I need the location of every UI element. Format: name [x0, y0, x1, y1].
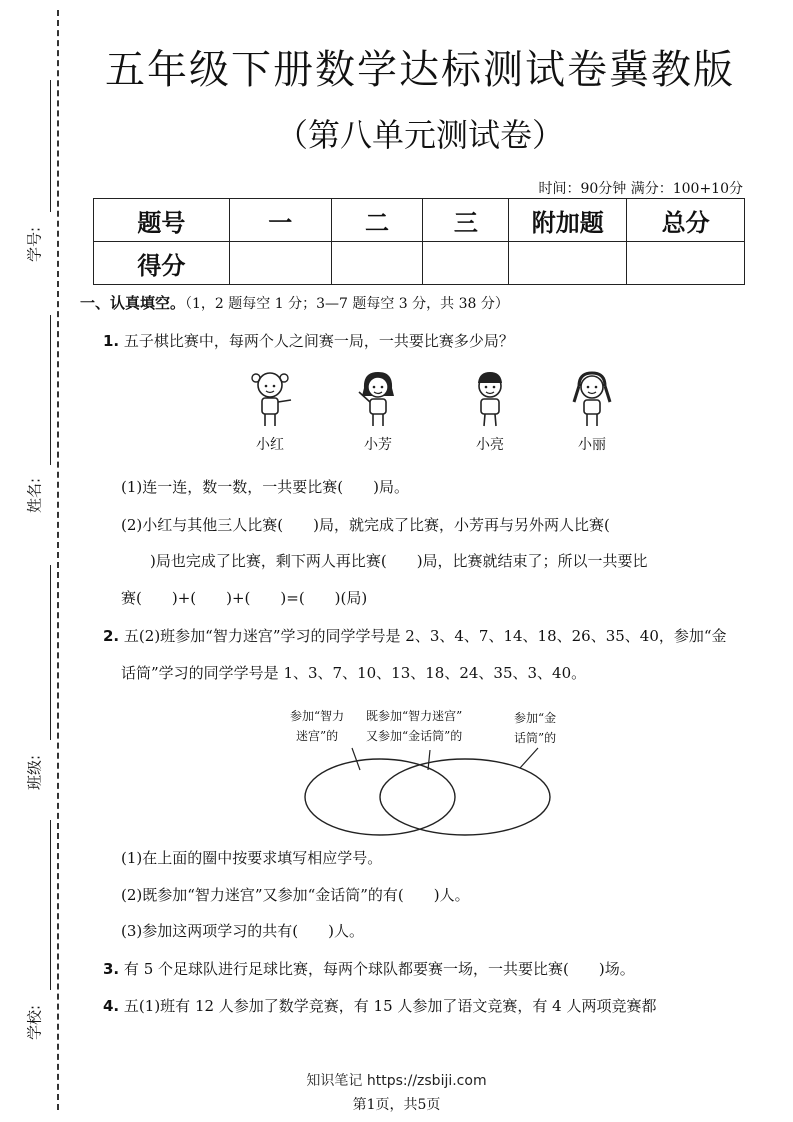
venn-pointer-left: [352, 748, 360, 770]
q2-sub3: (3)参加这两项学习的共有( )人。: [121, 922, 364, 940]
q4-number: 4.: [103, 997, 120, 1015]
page-subtitle: （第八单元测试卷）: [275, 116, 564, 154]
score-cell: 一: [229, 199, 331, 242]
footer-site: 知识笔记 https://zsbiji.com: [306, 1073, 487, 1089]
q1-text: [103, 330, 514, 351]
venn-label-left-line1: 参加“智力: [290, 709, 345, 723]
score-input-cell[interactable]: [509, 242, 627, 285]
venn-label-left-line2: 迷宫”的: [296, 729, 339, 743]
kid-xiaoliang: [460, 368, 520, 454]
q1-sub2-line1: (2)小红与其他三人比赛( )局，就完成了比赛，小芳再与另外两人比赛(: [121, 516, 610, 534]
q2-question-line1: 五(2)班参加“智力迷宫”学习的同学学号是 2、3、4、7、14、18、26、35、40，参加“金: [123, 627, 727, 645]
kids-illustration: [240, 368, 640, 458]
class-line: [50, 565, 51, 740]
score-input-cell[interactable]: [331, 242, 423, 285]
score-cell: 得分: [94, 242, 230, 285]
kid-xiaoli: [562, 368, 622, 454]
kid-name: 小红: [256, 437, 284, 453]
score-table-header-row: [94, 199, 745, 242]
venn-pointer-middle: [428, 750, 430, 770]
kid-name: 小芳: [364, 437, 392, 453]
venn-circle-right[interactable]: [380, 759, 550, 835]
section-1-title: 一、认真填空。: [80, 294, 186, 312]
q3-number: 3.: [103, 960, 120, 978]
footer-page-number: 第1页，共5页: [352, 1097, 441, 1113]
kid-name: 小亮: [476, 437, 504, 453]
q4-question: 五(1)班有 12 人参加了数学竞赛，有 15 人参加了语文竞赛，有 4 人两项竞赛都: [123, 997, 657, 1015]
q2-sub1: (1)在上面的圈中按要求填写相应学号。: [121, 849, 383, 867]
q2-sub2: (2)既参加“智力迷宫”又参加“金话筒”的有( )人。: [121, 886, 470, 904]
score-cell: 总分: [627, 199, 745, 242]
score-table-score-row: [94, 242, 745, 285]
time-info: 时间：90分钟 满分：100+10分: [538, 181, 743, 197]
venn-label-middle-line1: 既参加“智力迷宫”: [366, 709, 463, 723]
score-input-cell[interactable]: [627, 242, 745, 285]
venn-pointer-right: [520, 748, 538, 768]
q1-sub1: (1)连一连，数一数，一共要比赛( )局。: [121, 478, 409, 496]
score-cell: 附加题: [509, 199, 627, 242]
q4-text: [103, 995, 657, 1016]
venn-diagram: [290, 740, 570, 840]
section-1-heading: [80, 292, 509, 313]
score-table: [93, 198, 745, 285]
venn-label-right-line1: 参加“金: [514, 711, 557, 725]
school-label: 学校:: [25, 1004, 44, 1041]
girl-icon: [567, 368, 617, 428]
binding-dashed-line: [57, 10, 59, 1110]
score-input-cell[interactable]: [229, 242, 331, 285]
name-line: [50, 315, 51, 465]
boy-icon: [465, 368, 515, 428]
venn-label-middle-line2: 又参加“金话筒”的: [366, 729, 463, 743]
girl-icon: [353, 368, 403, 428]
girl-icon: [245, 368, 295, 428]
score-cell: 三: [423, 199, 509, 242]
score-cell: 二: [331, 199, 423, 242]
q2-text-line2: 话筒”学习的同学学号是 1、3、7、10、13、18、24、35、3、40。: [121, 664, 587, 682]
student-no-label: 学号:: [25, 226, 44, 263]
school-line: [50, 820, 51, 990]
q2-text-line1: [103, 625, 727, 646]
kid-xiaohong: [240, 368, 300, 454]
page-title: 五年级下册数学达标测试卷冀教版: [105, 47, 735, 93]
kid-xiaofang: [348, 368, 408, 454]
section-1-note: （1，2 题每空 1 分；3—7 题每空 3 分，共 38 分）: [185, 296, 509, 312]
q2-number: 2.: [103, 627, 120, 645]
name-label: 姓名:: [25, 477, 44, 514]
q1-sub2-line3: 赛( )+( )+( )=( )(局): [121, 589, 368, 607]
q1-question: 五子棋比赛中，每两个人之间赛一局，一共要比赛多少局？: [123, 332, 514, 350]
venn-label-right-line2: 话筒”的: [514, 731, 557, 745]
kid-name: 小丽: [578, 437, 606, 453]
class-label: 班级:: [25, 754, 44, 791]
student-no-line: [50, 80, 51, 212]
q3-text: [103, 958, 635, 979]
q1-number: 1.: [103, 332, 120, 350]
q1-sub2-line2: )局也完成了比赛，剩下两人再比赛( )局，比赛就结束了；所以一共要比: [150, 552, 648, 570]
q3-question: 有 5 个足球队进行足球比赛，每两个球队都要赛一场，一共要比赛( )场。: [123, 960, 635, 978]
score-cell: 题号: [94, 199, 230, 242]
score-input-cell[interactable]: [423, 242, 509, 285]
